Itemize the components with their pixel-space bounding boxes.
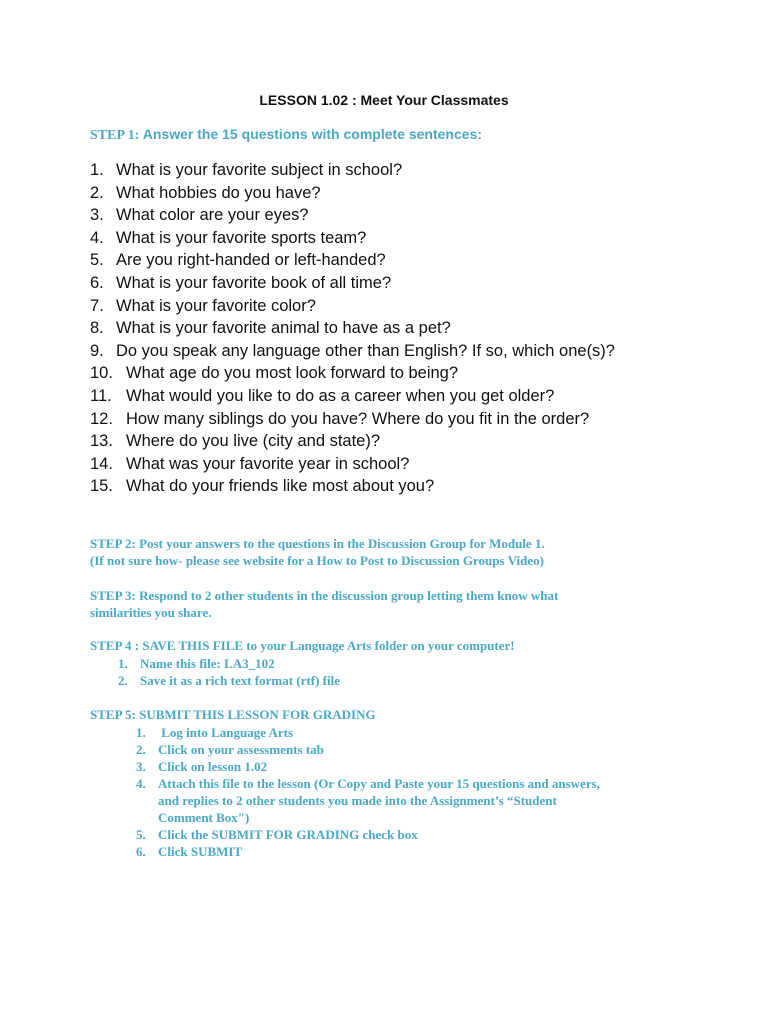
- step-5-item-line: Click the SUBMIT FOR GRADING check box: [158, 827, 418, 842]
- question-text: What color are your eyes?: [116, 206, 309, 225]
- step-5-item-line: Click on lesson 1.02: [158, 759, 268, 774]
- question-text: What age do you most look forward to being?: [126, 364, 459, 383]
- question-item: [90, 227, 615, 250]
- question-item: [90, 317, 615, 340]
- step-5-item-line: Attach this file to the lesson (Or Copy and Paste your 15 questions and answers,: [158, 776, 600, 791]
- question-item: [90, 453, 615, 476]
- step-5-item-number: 2.: [136, 742, 146, 757]
- question-item: [90, 295, 615, 318]
- question-number: 8.: [90, 319, 104, 338]
- question-text: What would you like to do as a career when you get older?: [126, 386, 555, 405]
- step-5-item-number: 1.: [136, 725, 146, 740]
- step-5-item-line: Click on your assessments tab: [158, 742, 324, 757]
- question-number: 4.: [90, 228, 104, 247]
- step-1-label: STEP 1:: [90, 128, 140, 143]
- question-item: [90, 430, 615, 453]
- question-item: [90, 159, 615, 182]
- question-text: What hobbies do you have?: [116, 183, 321, 202]
- step-1-text: Answer the 15 questions with complete sentences:: [142, 126, 482, 142]
- question-text: What do your friends like most about you?: [126, 477, 435, 496]
- question-number: 12.: [90, 409, 113, 428]
- question-item: [90, 475, 615, 498]
- step-4-heading: STEP 4 : SAVE THIS FILE to your Language Arts folder on your computer!: [90, 638, 515, 653]
- question-item: [90, 408, 615, 431]
- step-4-item-number: 2.: [118, 673, 128, 688]
- step-5-item: [136, 843, 600, 860]
- question-number: 1.: [90, 161, 104, 179]
- step-5-item-number: 4.: [136, 776, 146, 791]
- question-number: 3.: [90, 206, 104, 225]
- step-5-item-line: Comment Box"): [158, 810, 250, 825]
- question-item: [90, 249, 615, 272]
- step-5-item-line: and replies to 2 other students you made into the Assignment’s “Student: [158, 793, 557, 808]
- step-5-item: [136, 758, 600, 775]
- step-2-line-1: STEP 2: Post your answers to the questions in the Discussion Group for Module 1.: [90, 536, 545, 551]
- question-text: What is your favorite sports team?: [116, 228, 367, 247]
- step-3-instruction: [90, 587, 558, 621]
- step-4-item-text: Save it as a rich text format (rtf) file: [140, 673, 340, 688]
- step-5-item: [136, 826, 600, 843]
- question-number: 9.: [90, 341, 104, 360]
- lesson-title: LESSON 1.02 : Meet Your Classmates: [259, 92, 509, 108]
- question-number: 2.: [90, 183, 104, 202]
- question-text: How many siblings do you have? Where do you fit in the order?: [126, 409, 590, 428]
- step-5-item: [136, 741, 600, 758]
- question-item: [90, 182, 615, 205]
- question-number: 15.: [90, 477, 113, 496]
- question-number: 7.: [90, 296, 104, 315]
- question-text: What was your favorite year in school?: [126, 454, 410, 473]
- question-number: 11.: [90, 386, 112, 405]
- step-2-line-2: (If not sure how- please see website for a How to Post to Discussion Groups Video): [90, 553, 544, 568]
- question-number: 6.: [90, 273, 104, 292]
- question-item: [90, 385, 615, 408]
- step-3-line-1: STEP 3: Respond to 2 other students in the discussion group letting them know what: [90, 588, 559, 603]
- question-number: 14.: [90, 454, 113, 473]
- question-number: 13.: [90, 432, 113, 451]
- step-1-instruction: [90, 124, 482, 146]
- question-list: [90, 159, 615, 498]
- step-4-item: [118, 672, 340, 689]
- question-text: Where do you live (city and state)?: [126, 432, 381, 451]
- question-item: [90, 362, 615, 385]
- question-item: [90, 204, 615, 227]
- step-4-item-number: 1.: [118, 656, 128, 671]
- step-5-item-number: 3.: [136, 759, 146, 774]
- step-5-item-number: 6.: [136, 844, 146, 859]
- question-text: What is your favorite color?: [116, 296, 316, 315]
- question-item: [90, 340, 615, 363]
- step-4-list: [118, 655, 340, 689]
- step-5-item: [136, 724, 600, 741]
- step-4-item: [118, 655, 340, 672]
- question-text: What is your favorite animal to have as a pet?: [116, 319, 451, 338]
- question-text: What is your favorite book of all time?: [116, 273, 392, 292]
- question-item: [90, 272, 615, 295]
- step-5-item-line: Log into Language Arts: [158, 725, 294, 740]
- question-number: 5.: [90, 251, 104, 270]
- step-5-item-number: 5.: [136, 827, 146, 842]
- question-text: What is your favorite subject in school?: [116, 161, 403, 179]
- step-5-item: [136, 775, 600, 826]
- step-5-item-line: Click SUBMIT: [158, 844, 243, 859]
- step-3-line-2: similarities you share.: [90, 605, 212, 620]
- step-4-item-text: Name this file: LA3_102: [140, 656, 275, 671]
- question-number: 10.: [90, 364, 113, 383]
- step-5-list: [136, 724, 600, 860]
- question-text: Do you speak any language other than English? If so, which one(s)?: [116, 341, 615, 360]
- question-text: Are you right-handed or left-handed?: [116, 251, 386, 270]
- step-2-instruction: [90, 535, 545, 569]
- step-5-heading: STEP 5: SUBMIT THIS LESSON FOR GRADING: [90, 707, 376, 722]
